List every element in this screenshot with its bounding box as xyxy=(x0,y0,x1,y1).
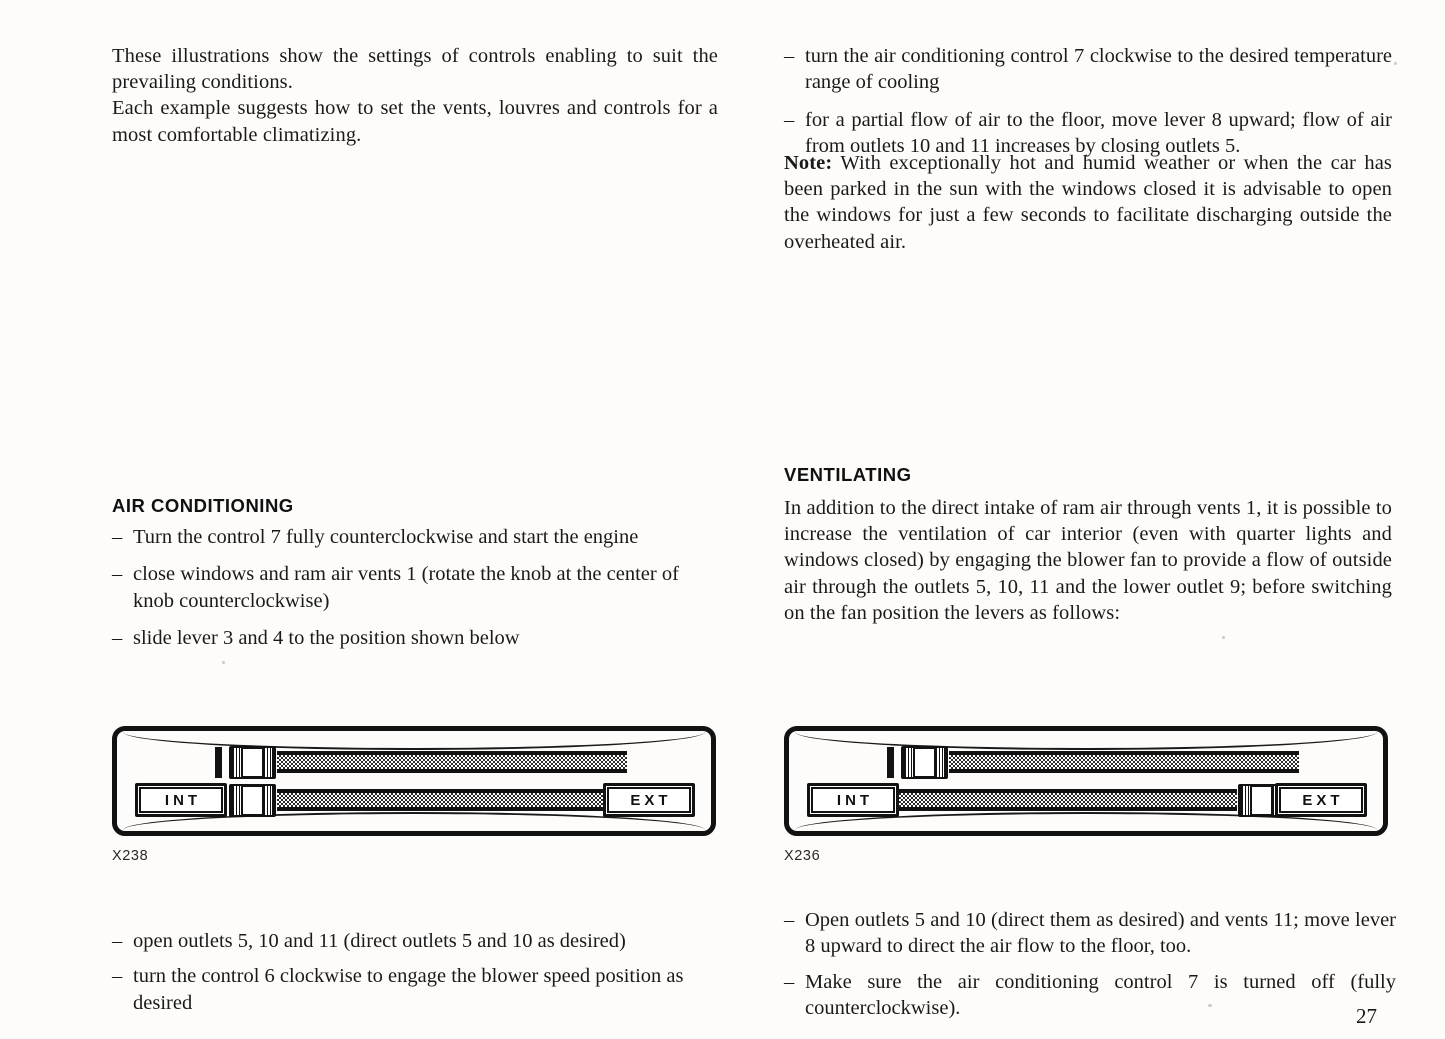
list-item xyxy=(112,928,722,954)
int-label-plaque xyxy=(807,783,899,817)
note-label: Note: xyxy=(784,152,833,174)
control-panel-illustration xyxy=(112,726,716,836)
page-number: 27 xyxy=(1356,1004,1377,1028)
list-item xyxy=(784,43,1392,96)
left-column xyxy=(112,0,718,1039)
upper-track-stop-bar xyxy=(887,747,894,778)
note-paragraph xyxy=(784,150,1392,255)
upper-slider-track[interactable] xyxy=(277,751,627,773)
upper-track-stop-bar xyxy=(215,747,222,778)
list-item-text: for a partial flow of air to the floor, move lever 8 upward; flow of air from outlets 10 and 11 increases by closing outlets 5. xyxy=(805,108,1392,158)
list-item-text: Turn the control 7 fully counterclockwise and start the engine xyxy=(133,526,639,548)
list-item-text: open outlets 5, 10 and 11 (direct outlets 5 and 10 as desired) xyxy=(133,930,626,952)
list-item-text: slide lever 3 and 4 to the position shown below xyxy=(133,627,520,650)
dash-marker: – xyxy=(784,108,795,131)
dash-marker: – xyxy=(784,970,795,993)
intro-paragraphs xyxy=(112,43,718,148)
air-conditioning-bullets-after xyxy=(112,928,722,1025)
list-item xyxy=(112,561,720,614)
lower-lever-knob[interactable] xyxy=(229,784,276,817)
air-conditioning-figure xyxy=(112,726,716,864)
lower-slider-track[interactable] xyxy=(277,789,627,811)
int-label-text: INT xyxy=(811,787,895,813)
panel-top-contour xyxy=(123,732,705,750)
control-panel-illustration xyxy=(784,726,1388,836)
ext-label-plaque xyxy=(603,783,695,817)
list-item xyxy=(112,963,722,1016)
note-text: With exceptionally hot and humid weather or when the car has been parked in the sun with the windows closed it is advisable to open the windows for just a few seconds to facilitate discharging outside the overheated air. xyxy=(784,152,1392,253)
ext-label-text: EXT xyxy=(1279,787,1363,813)
dash-marker: – xyxy=(112,930,123,952)
dash-marker: – xyxy=(112,563,123,586)
lower-slider-track[interactable] xyxy=(885,789,1237,811)
list-item xyxy=(784,969,1396,1022)
air-conditioning-heading: AIR CONDITIONING xyxy=(112,495,294,516)
list-item xyxy=(112,625,720,651)
upper-lever-knob[interactable] xyxy=(901,746,948,779)
ventilating-bullets-after xyxy=(784,907,1396,1031)
int-label-plaque xyxy=(135,783,227,817)
figure-caption: X236 xyxy=(784,848,821,864)
list-item xyxy=(112,524,720,550)
upper-lever-knob[interactable] xyxy=(229,746,276,779)
list-item-text: Open outlets 5 and 10 (direct them as desired) and vents 11; move lever 8 upward to direct the air flow to the floor, too. xyxy=(805,909,1396,958)
intro-line-1: These illustrations show the settings of controls enabling to suit the prevailing conditions. xyxy=(112,45,718,94)
dash-marker: – xyxy=(112,627,123,650)
dash-marker: – xyxy=(112,965,123,988)
ventilating-figure xyxy=(784,726,1388,864)
panel-top-contour xyxy=(795,732,1377,750)
scan-speck xyxy=(1394,62,1397,65)
air-conditioning-bullets xyxy=(112,524,720,663)
list-item-text: Make sure the air conditioning control 7 is turned off (fully counterclockwise). xyxy=(805,970,1396,1020)
ext-label-plaque xyxy=(1275,783,1367,817)
list-item xyxy=(784,907,1396,960)
list-item-text: turn the control 6 clockwise to engage the blower speed position as desired xyxy=(133,965,684,1014)
dash-marker: – xyxy=(784,909,795,931)
dash-marker: – xyxy=(784,45,795,67)
dash-marker: – xyxy=(112,526,123,548)
right-column xyxy=(784,0,1396,1039)
list-item-text: close windows and ram air vents 1 (rotate the knob at the center of knob counterclockwise) xyxy=(133,563,679,612)
ventilating-heading: VENTILATING xyxy=(784,464,912,485)
list-item-text: turn the air conditioning control 7 clockwise to the desired temperature range of cooling xyxy=(805,45,1392,94)
figure-caption: X238 xyxy=(112,848,149,864)
intro-line-2: Each example suggests how to set the vents, louvres and controls for a most comfortable climatizing. xyxy=(112,97,718,146)
int-label-text: INT xyxy=(139,787,223,813)
upper-slider-track[interactable] xyxy=(949,751,1299,773)
ventilating-paragraph: In addition to the direct intake of ram air through vents 1, it is possible to increase the ventilation of car interior (even with quarter lights and windows closed) by engaging the blower fan to provide a flow of outside air through the outlets 5, 10, 11 and the lower outlet 9; before switching on the fan position the levers as follows: xyxy=(784,497,1392,624)
ext-label-text: EXT xyxy=(607,787,691,813)
